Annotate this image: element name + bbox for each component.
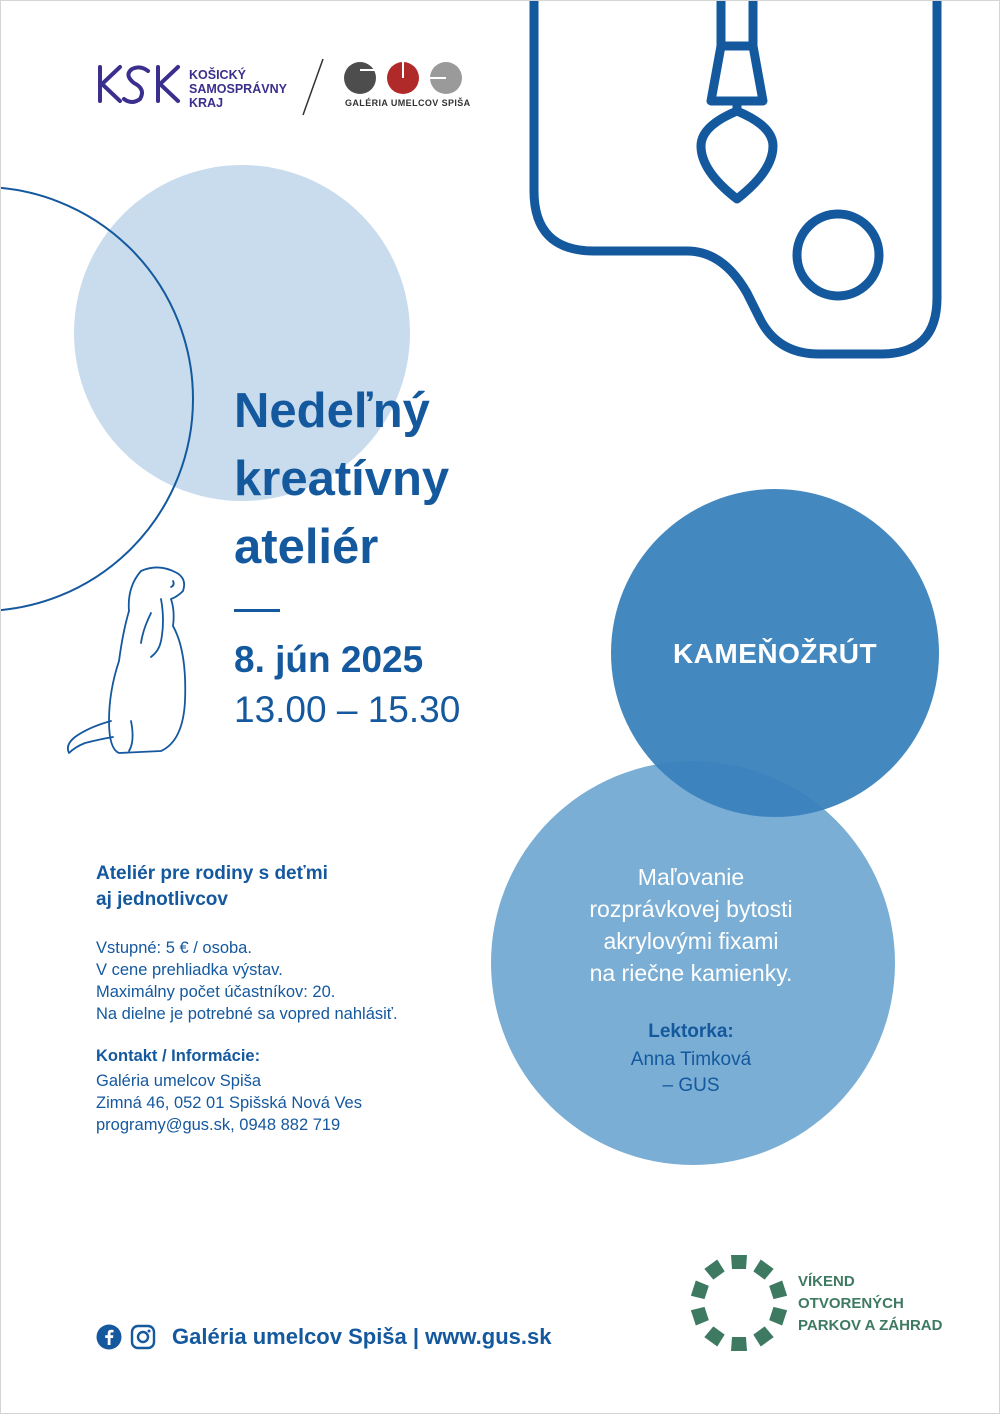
ksk-line-2: SAMOSPRÁVNY [189,82,287,96]
title-line-2: kreatívny [234,452,450,506]
contact-line-2: Zimná 46, 052 01 Spišská Nová Ves [96,1094,362,1112]
instagram-icon[interactable] [130,1324,156,1350]
event-date: 8. jún 2025 [234,639,424,680]
title-line-3: ateliér [234,520,379,574]
workshop-description [531,861,851,989]
vopz-line-1: VÍKEND [798,1273,855,1290]
contact-info [96,1070,362,1136]
title-line-1: Nedeľný [234,384,430,438]
info-line-4: Na dielne je potrebné sa vopred nahlásiť. [96,1005,398,1023]
desc-line-1: Maľovanie [637,864,745,890]
footer [96,1320,552,1354]
ksk-mark-icon [96,59,184,107]
ksk-line-1: KOŠICKÝ [189,68,246,82]
lector-line-2: – GUS [662,1075,720,1096]
gus-logo [343,61,473,117]
title-divider [234,609,280,612]
vopz-line-2: OTVORENÝCH [798,1295,904,1312]
gus-dots-icon [343,61,473,97]
ksk-line-3: KRAJ [189,96,224,110]
info-line-1: Vstupné: 5 € / osoba. [96,939,252,957]
audience-line-1: Ateliér pre rodiny s deťmi [96,863,328,884]
desc-line-3: akrylovými fixami [603,928,779,954]
event-title [234,377,449,581]
info-line-2: V cene prehliadka výstav. [96,961,283,979]
lector-label: Lektorka: [648,1021,734,1042]
desc-line-2: rozprávkovej bytosti [589,896,793,922]
audience-line-2: aj jednotlivcov [96,889,228,910]
gus-caption: GALÉRIA UMELCOV SPIŠA [345,98,471,108]
contact-line-1: Galéria umelcov Spiša [96,1072,262,1090]
lector-line-1: Anna Timková [630,1049,752,1070]
ksk-wordmark [189,68,287,110]
info-line-3: Maximálny počet účastníkov: 20. [96,983,336,1001]
audience-heading [96,861,328,913]
desc-line-4: na riečne kamienky. [589,960,793,986]
contact-line-3[interactable]: programy@gus.sk, 0948 882 719 [96,1116,341,1134]
decorative-graphics [1,1,1000,1414]
admission-info [96,937,398,1025]
event-time: 13.00 – 15.30 [234,689,461,730]
lector-name [531,1047,851,1099]
logo-separator [301,57,327,117]
workshop-name: KAMEŇOŽRÚT [672,638,878,669]
marmot-drawing [68,567,185,753]
facebook-icon[interactable] [96,1324,122,1350]
vopz-ring-logo [689,1253,789,1353]
palette-brush-icon [534,1,937,354]
vopz-line-3: PARKOV A ZÁHRAD [798,1317,943,1334]
contact-heading: Kontakt / Informácie: [96,1047,261,1065]
footer-text[interactable]: Galéria umelcov Spiša | www.gus.sk [172,1324,552,1349]
vopz-wordmark [798,1271,942,1337]
ksk-logo [96,59,316,119]
